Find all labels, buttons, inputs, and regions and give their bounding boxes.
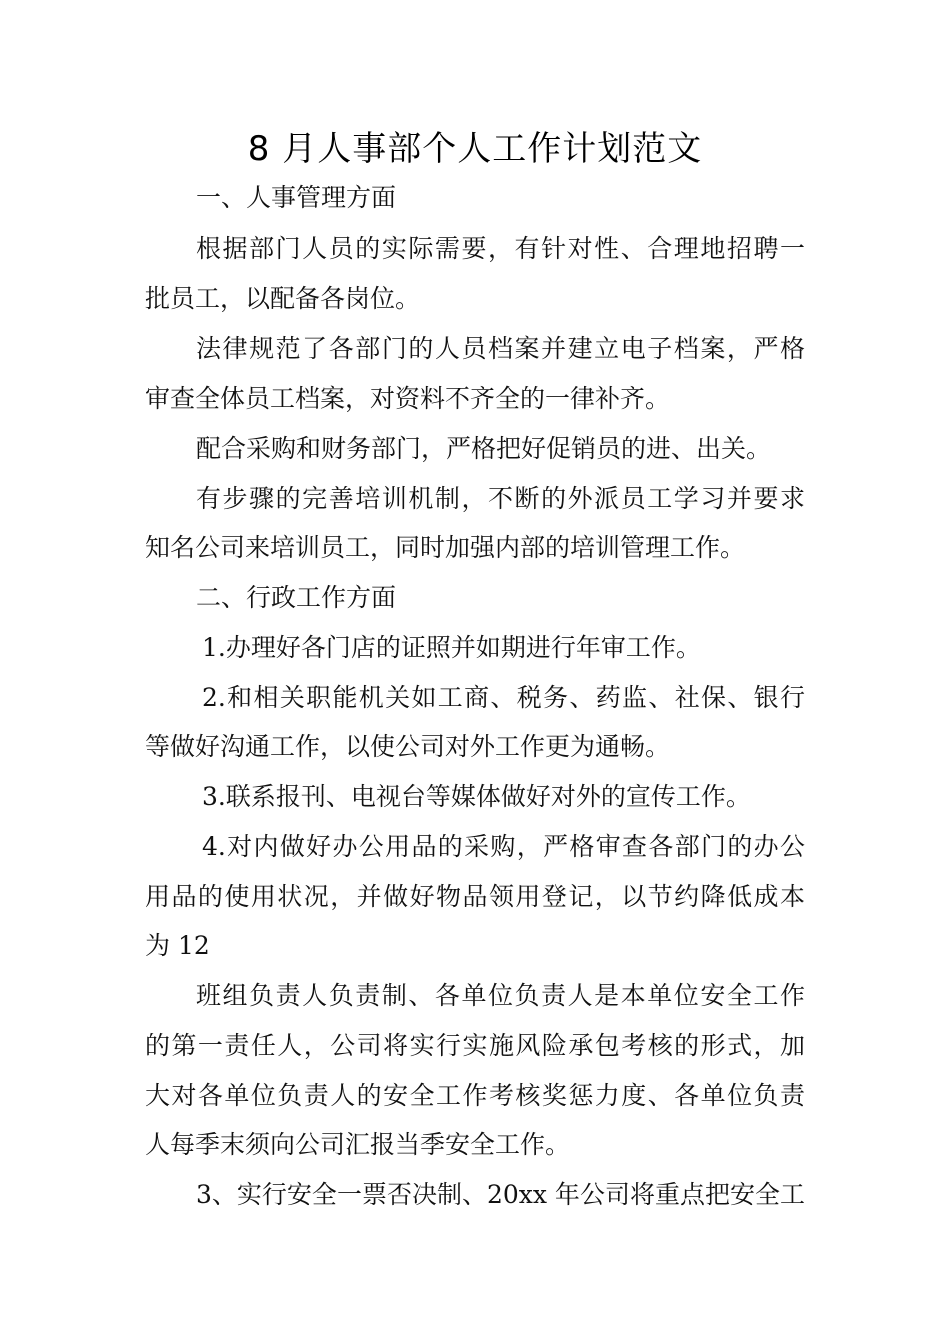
- paragraph-line: 班组负责人负责制、各单位负责人是本单位安全工作: [196, 981, 805, 1010]
- paragraph-line: 法律规范了各部门的人员档案并建立电子档案，严格: [196, 334, 805, 363]
- paragraph-line: 配合采购和财务部门，严格把好促销员的进、出关。: [196, 434, 772, 463]
- paragraph-line: 有步骤的完善培训机制，不断的外派员工学习并要求: [196, 484, 805, 513]
- paragraph-line: 3、实行安全一票否决制、20xx 年公司将重点把安全工: [196, 1180, 805, 1209]
- section-heading-admin: 二、行政工作方面: [196, 583, 397, 612]
- paragraph-line: 人每季末须向公司汇报当季安全工作。: [145, 1130, 571, 1159]
- section-heading-personnel: 一、人事管理方面: [196, 183, 397, 212]
- document-title: 8 月人事部个人工作计划范文: [247, 129, 703, 169]
- list-item-line: 4.对内做好办公用品的采购，严格审查各部门的办公: [202, 832, 805, 861]
- paragraph-line: 知名公司来培训员工，同时加强内部的培训管理工作。: [145, 533, 746, 562]
- list-item-line: 等做好沟通工作，以使公司对外工作更为通畅。: [145, 732, 671, 761]
- paragraph-line: 审查全体员工档案，对资料不齐全的一律补齐。: [145, 384, 671, 413]
- paragraph-line: 根据部门人员的实际需要，有针对性、合理地招聘一: [196, 234, 805, 263]
- list-item-line: 3.联系报刊、电视台等媒体做好对外的宣传工作。: [202, 782, 751, 811]
- list-item-line: 用品的使用状况，并做好物品领用登记，以节约降低成本: [145, 882, 805, 911]
- paragraph-line: 大对各单位负责人的安全工作考核奖惩力度、各单位负责: [145, 1081, 805, 1110]
- list-item-line: 2.和相关职能机关如工商、税务、药监、社保、银行: [202, 683, 805, 712]
- paragraph-line: 批员工，以配备各岗位。: [145, 284, 421, 313]
- paragraph-line: 的第一责任人，公司将实行实施风险承包考核的形式，加: [145, 1031, 805, 1060]
- list-item-line: 1.办理好各门店的证照并如期进行年审工作。: [202, 633, 701, 662]
- list-item-line: 为 12: [145, 931, 210, 960]
